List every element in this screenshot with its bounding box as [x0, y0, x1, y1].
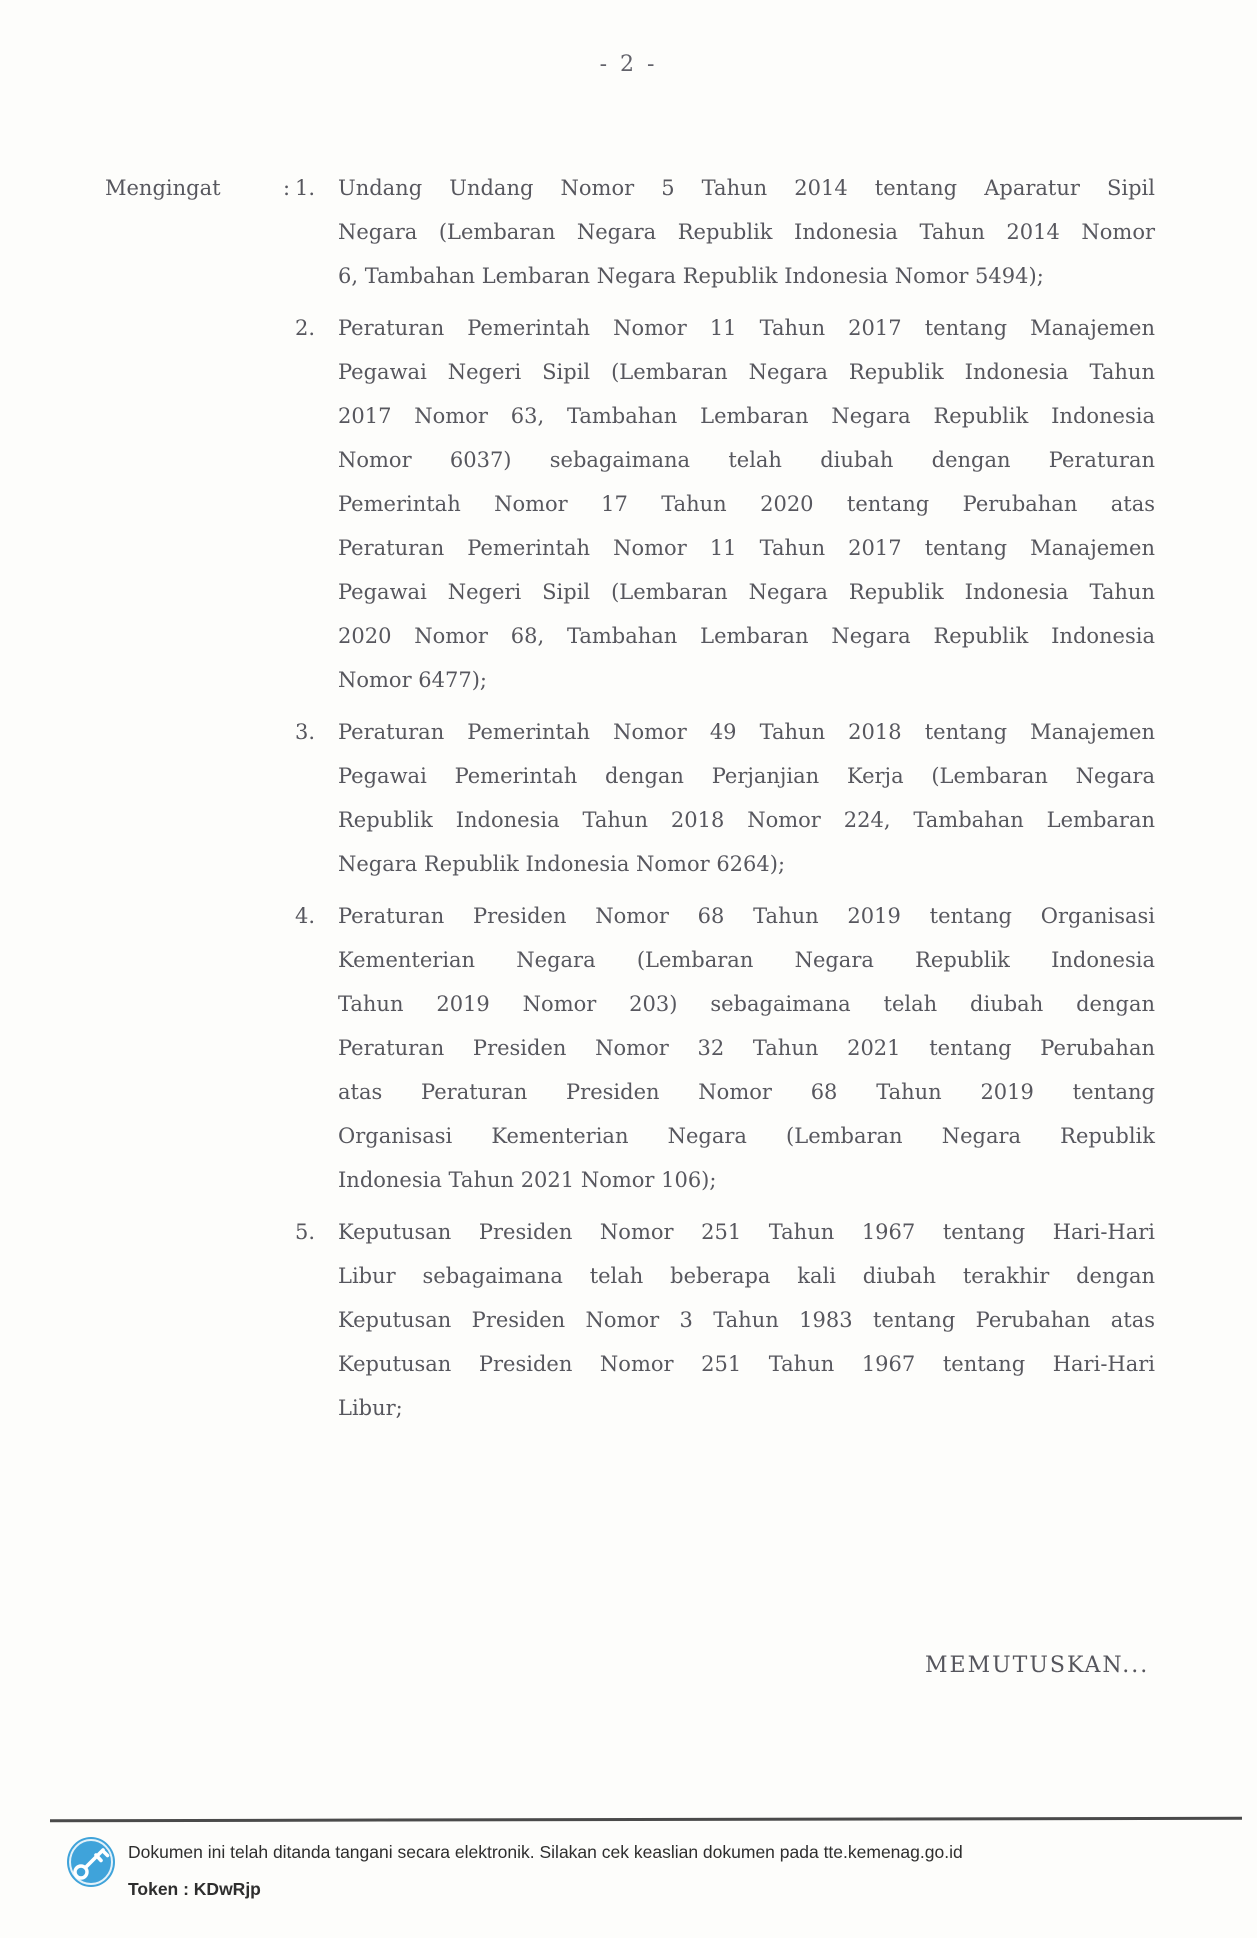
considering-separator: :: [283, 176, 291, 200]
list-item: [295, 894, 1155, 1202]
text-line: Tahun 2019 Nomor 203) sebagaimana telah diubah dengan: [338, 992, 1155, 1016]
considering-list: [295, 166, 1155, 1438]
text-line: Negara (Lembaran Negara Republik Indonesia Tahun 2014 Nomor: [338, 220, 1155, 244]
item-text: [338, 894, 1155, 1202]
item-number: 2.: [295, 316, 316, 340]
decision-heading: MEMUTUSKAN...: [925, 1653, 1150, 1678]
text-line: 2017 Nomor 63, Tambahan Lembaran Negara Republik Indonesia: [338, 404, 1155, 428]
item-number: 1.: [295, 176, 316, 200]
item-text: [338, 1210, 1155, 1430]
text-line: atas Peraturan Presiden Nomor 68 Tahun 2019 tentang: [338, 1080, 1155, 1104]
text-line: Kementerian Negara (Lembaran Negara Republik Indonesia: [338, 948, 1155, 972]
text-line: Pemerintah Nomor 17 Tahun 2020 tentang Perubahan atas: [338, 492, 1155, 516]
item-number: 5.: [295, 1220, 316, 1244]
text-line: Undang Undang Nomor 5 Tahun 2014 tentang Aparatur Sipil: [338, 176, 1155, 200]
text-line: 6, Tambahan Lembaran Negara Republik Indonesia Nomor 5494);: [338, 264, 1044, 288]
text-line: 2020 Nomor 68, Tambahan Lembaran Negara Republik Indonesia: [338, 624, 1155, 648]
text-line: Libur;: [338, 1396, 403, 1420]
key-icon: [66, 1836, 116, 1888]
list-item: [295, 710, 1155, 886]
text-line: Keputusan Presiden Nomor 251 Tahun 1967 tentang Hari-Hari: [338, 1352, 1155, 1376]
text-line: Nomor 6037) sebagaimana telah diubah dengan Peraturan: [338, 448, 1155, 472]
text-line: Peraturan Pemerintah Nomor 11 Tahun 2017 tentang Manajemen: [338, 316, 1155, 340]
text-line: Pegawai Negeri Sipil (Lembaran Negara Republik Indonesia Tahun: [338, 580, 1155, 604]
item-text: [338, 166, 1155, 298]
token-label: Token :: [128, 1879, 194, 1899]
text-line: Peraturan Pemerintah Nomor 49 Tahun 2018 tentang Manajemen: [338, 720, 1155, 744]
page-number: - 2 -: [599, 52, 658, 77]
token-value: KDwRjp: [193, 1879, 261, 1899]
text-line: Peraturan Presiden Nomor 32 Tahun 2021 tentang Perubahan: [338, 1036, 1155, 1060]
footer-divider: [50, 1817, 1242, 1822]
text-line: Keputusan Presiden Nomor 3 Tahun 1983 tentang Perubahan atas: [338, 1308, 1155, 1332]
text-line: Keputusan Presiden Nomor 251 Tahun 1967 tentang Hari-Hari: [338, 1220, 1155, 1244]
considering-section: [105, 166, 1155, 1438]
footer-token: [128, 1879, 261, 1900]
text-line: Peraturan Pemerintah Nomor 11 Tahun 2017 tentang Manajemen: [338, 536, 1155, 560]
text-line: Negara Republik Indonesia Nomor 6264);: [338, 852, 786, 876]
footer-notice: Dokumen ini telah ditanda tangani secara elektronik. Silakan cek keaslian dokumen pada tte.kemenag.go.id: [128, 1842, 963, 1862]
list-item: [295, 166, 1155, 298]
list-item: [295, 1210, 1155, 1430]
list-item: [295, 306, 1155, 702]
text-line: Pegawai Pemerintah dengan Perjanjian Kerja (Lembaran Negara: [338, 764, 1155, 788]
item-text: [338, 710, 1155, 886]
text-line: Nomor 6477);: [338, 668, 487, 692]
text-line: Pegawai Negeri Sipil (Lembaran Negara Republik Indonesia Tahun: [338, 360, 1155, 384]
text-line: Libur sebagaimana telah beberapa kali diubah terakhir dengan: [338, 1264, 1155, 1288]
text-line: Republik Indonesia Tahun 2018 Nomor 224, Tambahan Lembaran: [338, 808, 1155, 832]
item-text: [338, 306, 1155, 702]
text-line: Indonesia Tahun 2021 Nomor 106);: [338, 1168, 717, 1192]
item-number: 3.: [295, 720, 316, 744]
text-line: Peraturan Presiden Nomor 68 Tahun 2019 tentang Organisasi: [338, 904, 1155, 928]
item-number: 4.: [295, 904, 316, 928]
considering-label: Mengingat: [105, 176, 221, 200]
text-line: Organisasi Kementerian Negara (Lembaran Negara Republik: [338, 1124, 1155, 1148]
